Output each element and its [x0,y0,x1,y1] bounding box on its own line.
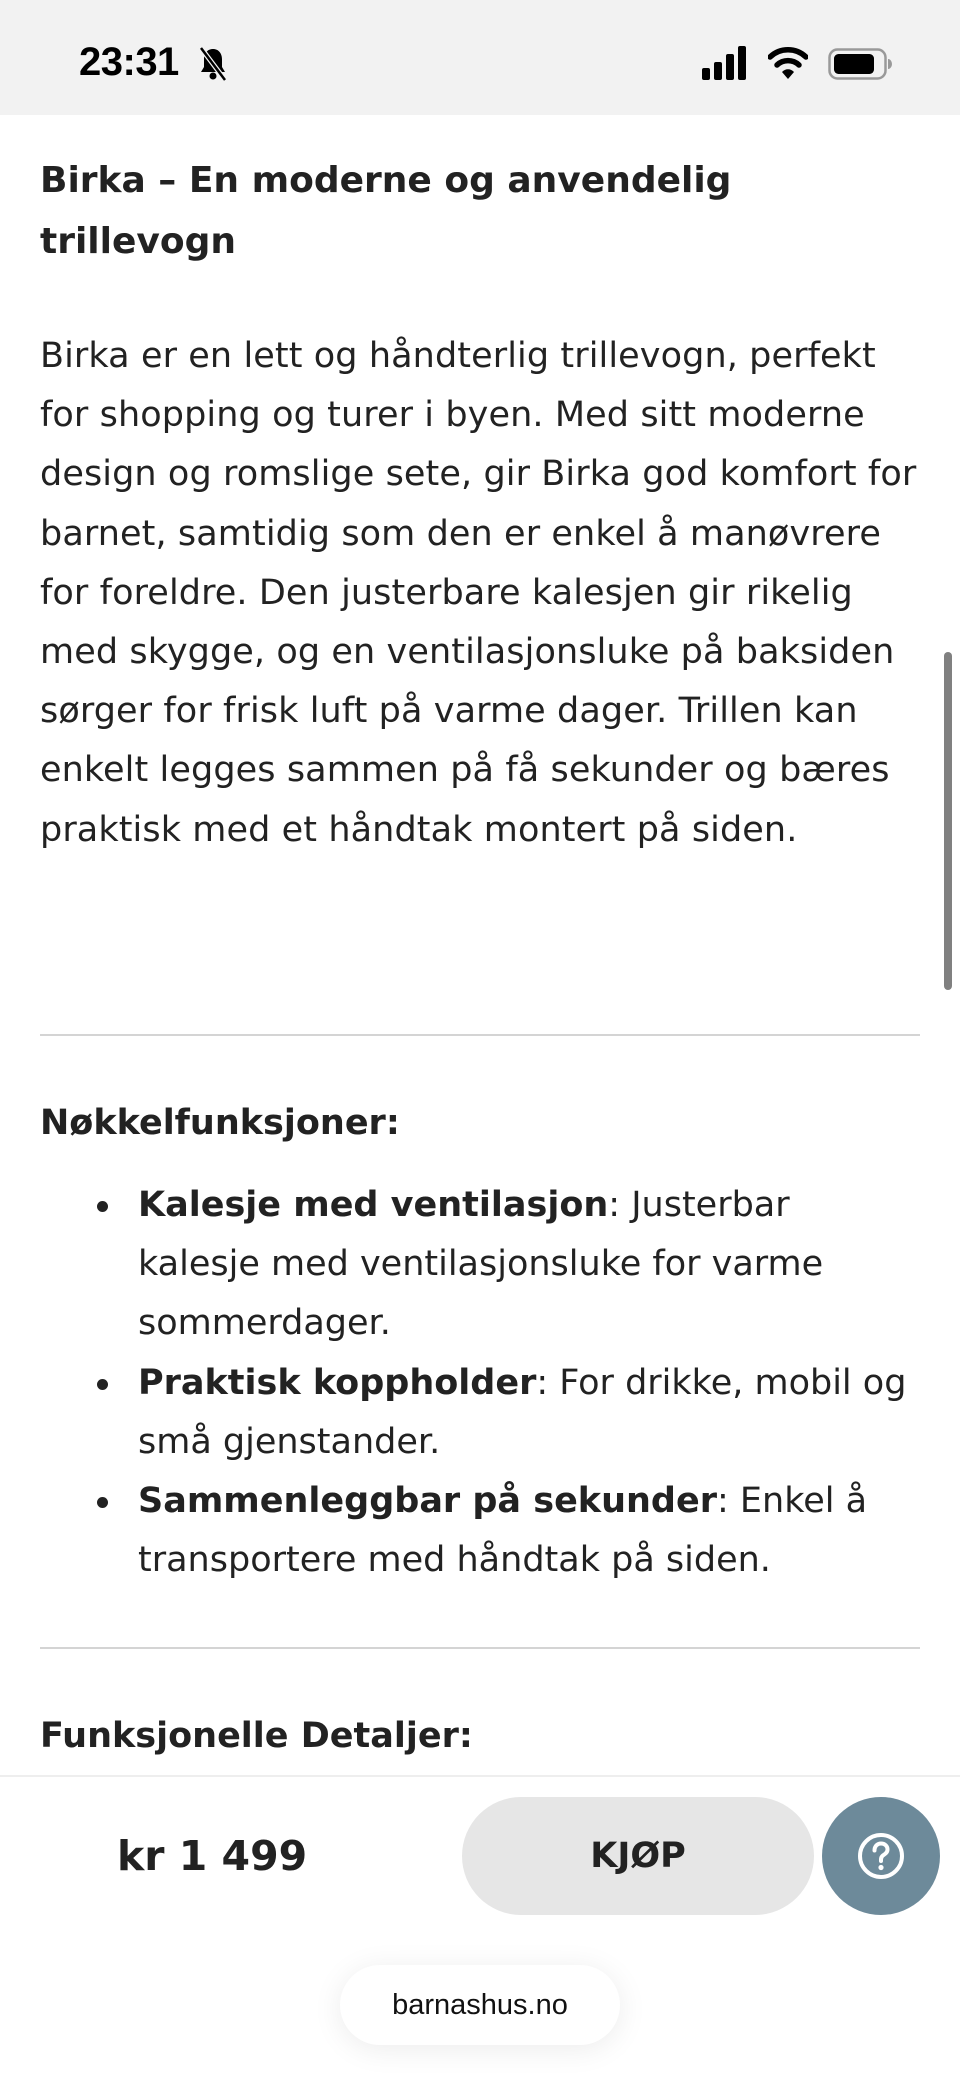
feature-name: Kalesje med ventilasjon [138,1185,609,1225]
status-bar [0,0,960,115]
feature-item [40,1176,920,1354]
key-features-title: Nøkkelfunksjoner: [40,1103,400,1143]
feature-text: : Justerbar kalesje med ventilasjonsluke for varme sommerdager. [138,1185,824,1344]
feature-item [40,1472,920,1590]
product-heading: Birka – En moderne og anvendelig trillevogn [40,160,732,262]
page-scrollbar[interactable] [944,652,952,990]
product-description: Birka er en lett og håndterlig trillevogn, perfekt for shopping og turer i byen. Med sitt moderne design og romslige sete, gir Birka god komfort for barnet, samtidig som den er enkel å manøvrere for foreldre. Den justerbare kalesjen gir rikelig med skygge, og en ventilasjonsluke på baksiden sørger for frisk luft på varme dager. Trillen kan enkelt legges sammen på få sekunder og bæres praktisk med et håndtak montert på siden. [40,336,917,850]
section-divider [40,1034,920,1036]
cellular-signal-icon [700,46,750,80]
bullet-icon [97,1497,108,1508]
functional-details-title: Funksjonelle Detaljer: [40,1716,473,1756]
bell-slash-icon [198,46,228,82]
feature-text: : Enkel å transportere med håndtak på siden. [138,1481,868,1581]
product-price: kr 1 499 [117,1832,308,1880]
wifi-icon [768,45,808,81]
feature-name: Praktisk koppholder [138,1362,537,1403]
url-text: barnashus.no [392,1988,568,2021]
key-features-list [40,1176,920,1590]
feature-text: : For drikke, mobil og små gjenstander. [138,1362,907,1462]
feature-name: Sammenleggbar på sekunder [138,1481,717,1522]
feature-item [40,1354,920,1472]
question-circle-icon [856,1831,906,1881]
bullet-icon [97,1201,108,1212]
bullet-icon [97,1379,108,1390]
browser-url-bar[interactable] [340,1965,620,2045]
help-button[interactable] [822,1797,940,1915]
battery-icon [828,48,892,80]
buy-button[interactable]: KJØP [462,1797,814,1915]
status-time: 23:31 [79,40,179,84]
section-divider [40,1647,920,1649]
